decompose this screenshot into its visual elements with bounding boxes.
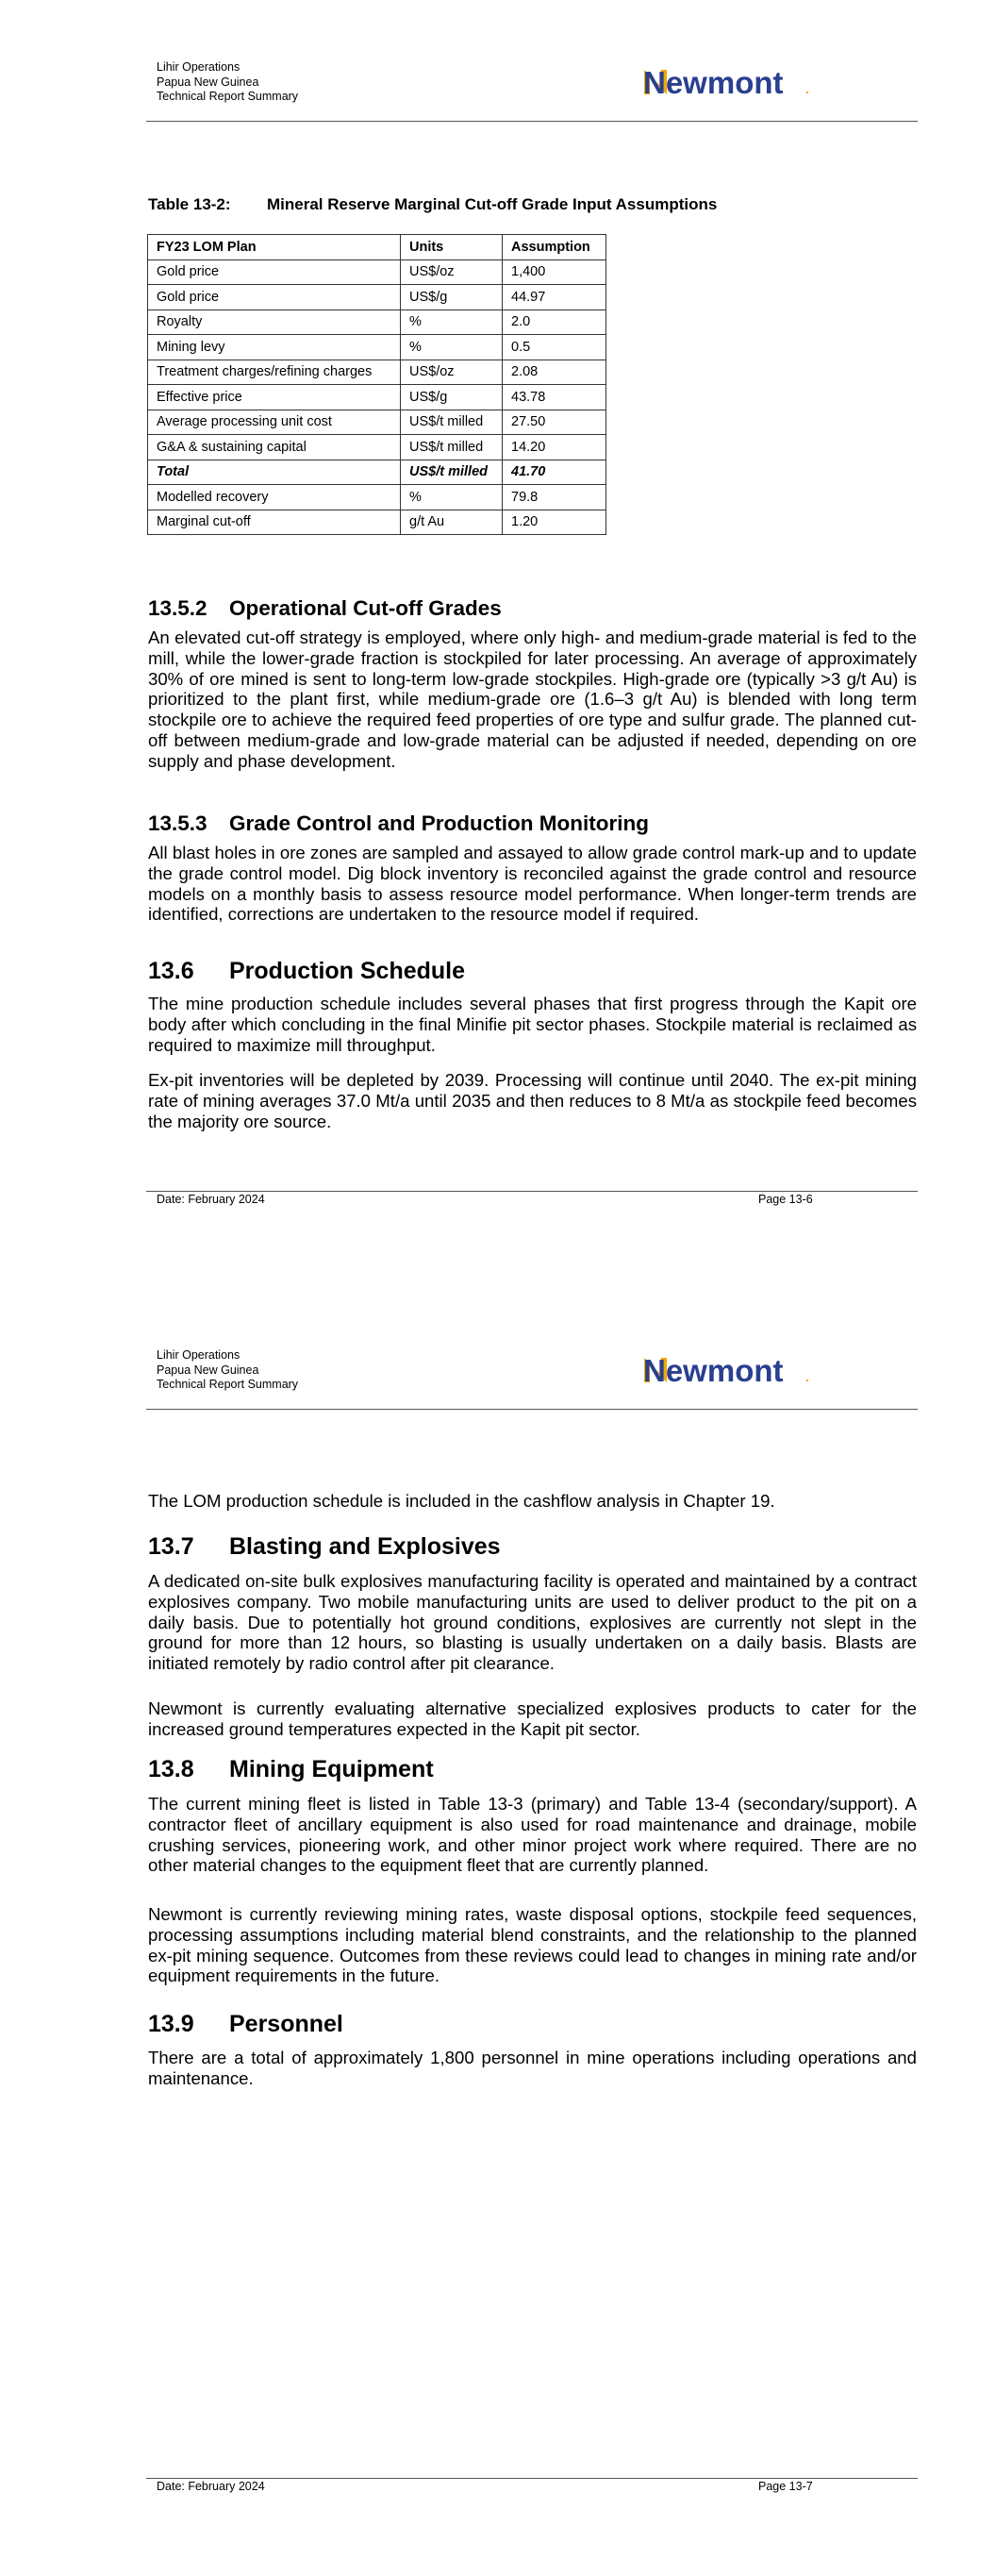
logo-dot: . (805, 81, 809, 96)
row-label: Royalty (148, 309, 401, 335)
paragraph-operational-cutoff: An elevated cut-off strategy is employed, where only high- and medium-grade material is fed to the mill, while the lower-grade fraction is stockpiled for later processing. An average of approximately 30% of ore mined is sent to long-term low-grade stockpiles. High-grade ore (typically >3 g/t Au) is prioritized to the plant first, while medium-grade ore (1.6–3 g/t Au) is blended with long term stockpile ore to achieve the required feed properties of ore type and sulfur grade. The planned cut-off between medium-grade and low-grade material can be adjusted if needed, depending on ore supply and phase development. (148, 627, 917, 771)
row-value: 27.50 (503, 410, 606, 435)
section-title: Personnel (229, 2011, 343, 2037)
table-row (148, 309, 606, 335)
footer-date: Date: February 2024 (157, 1193, 265, 1206)
paragraph-blasting-1: A dedicated on-site bulk explosives manufacturing facility is operated and maintained by a contract explosives company. Two mobile manufacturing units are used to deliver product to the pit on a daily basis. Due to potentially hot ground conditions, explosives are currently not slept in the ground for more than 12 hours, so blasting is usually undertaken on a daily basis. Blasts are initiated remotely by radio control after pit clearance. (148, 1571, 917, 1674)
paragraph-blasting-2: Newmont is currently evaluating alternative specialized explosives products to cater for the increased ground temperatures expected in the Kapit pit sector. (148, 1698, 917, 1739)
footer-page-number: Page 13-7 (758, 2480, 813, 2493)
footer-rule (146, 2478, 918, 2479)
row-label: Average processing unit cost (148, 410, 401, 435)
row-label: Mining levy (148, 335, 401, 360)
row-units: US$/t milled (401, 460, 503, 485)
row-value: 1,400 (503, 259, 606, 285)
row-value: 2.08 (503, 360, 606, 385)
row-value: 14.20 (503, 435, 606, 460)
row-label: Marginal cut-off (148, 510, 401, 535)
table-number: Table 13-2: (148, 195, 231, 213)
header-rule (146, 121, 918, 122)
row-units: US$/g (401, 285, 503, 310)
row-units: % (401, 309, 503, 335)
logo-dot: . (805, 1369, 809, 1384)
row-value: 79.8 (503, 485, 606, 510)
row-value: 1.20 (503, 510, 606, 535)
section-title: Mining Equipment (229, 1756, 434, 1782)
table-row (148, 335, 606, 360)
table-row-total (148, 460, 606, 485)
section-title: Blasting and Explosives (229, 1533, 501, 1560)
row-units: US$/t milled (401, 435, 503, 460)
paragraph-production-schedule-2: Ex-pit inventories will be depleted by 2039. Processing will continue until 2040. The ex-pit mining rate of mining averages 37.0 Mt/a until 2035 and then reduces to 8 Mt/a as stockpile feed becomes the majority ore source. (148, 1070, 917, 1131)
table-row (148, 285, 606, 310)
section-heading-13-9 (148, 2011, 343, 2038)
logo-wordmark: Newmont (643, 1353, 784, 1388)
table-row (148, 360, 606, 385)
section-number: 13.8 (148, 1756, 194, 1782)
section-number: 13.6 (148, 958, 194, 984)
row-units: g/t Au (401, 510, 503, 535)
row-units: US$/g (401, 385, 503, 410)
row-label: Treatment charges/refining charges (148, 360, 401, 385)
row-units: % (401, 335, 503, 360)
section-heading-13-8 (148, 1756, 434, 1783)
table-header-row (148, 235, 606, 260)
row-units: US$/t milled (401, 410, 503, 435)
table-row (148, 259, 606, 285)
row-value: 44.97 (503, 285, 606, 310)
section-title: Operational Cut-off Grades (229, 596, 502, 620)
row-value: 41.70 (503, 460, 606, 485)
row-value: 43.78 (503, 385, 606, 410)
paragraph-production-schedule-1: The mine production schedule includes several phases that first progress through the Kapit ore body after which concluding in the final Minifie pit sector phases. Stockpile material is reclaimed as required to maximize mill throughput. (148, 994, 917, 1055)
row-label: Effective price (148, 385, 401, 410)
section-title: Production Schedule (229, 958, 466, 984)
logo-wordmark: Newmont (643, 65, 784, 100)
section-number: 13.7 (148, 1533, 194, 1560)
section-title: Grade Control and Production Monitoring (229, 811, 649, 835)
header-line-3: Technical Report Summary (157, 90, 299, 103)
row-units: % (401, 485, 503, 510)
header-line-2: Papua New Guinea (157, 1363, 259, 1377)
row-label: G&A & sustaining capital (148, 435, 401, 460)
page-13-7 (0, 1288, 995, 2576)
section-number: 13.5.3 (148, 811, 207, 835)
paragraph-lom-intro: The LOM production schedule is included in the cashflow analysis in Chapter 19. (148, 1491, 775, 1511)
row-label: Gold price (148, 259, 401, 285)
footer-date: Date: February 2024 (157, 2480, 265, 2493)
row-units: US$/oz (401, 360, 503, 385)
header-rule (146, 1409, 918, 1410)
paragraph-equipment-2: Newmont is currently reviewing mining rates, waste disposal options, stockpile feed sequences, processing assumptions including material blend constraints, and the relationship to the planned ex-pit mining sequence. Outcomes from these reviews could lead to changes in mining rate and/or equipment requirements in the future. (148, 1904, 917, 1986)
table-row (148, 410, 606, 435)
paragraph-personnel: There are a total of approximately 1,800 personnel in mine operations including operations and maintenance. (148, 2048, 917, 2088)
table-caption (148, 195, 717, 214)
header-text (157, 1348, 298, 1393)
section-heading-13-6 (148, 958, 465, 985)
row-units: US$/oz (401, 259, 503, 285)
paragraph-equipment-1: The current mining fleet is listed in Table 13-3 (primary) and Table 13-4 (secondary/support). A contractor fleet of ancillary equipment is also used for road maintenance and drainage, mobile crushing services, pioneering work, and other minor project work where required. There are no other material changes to the equipment fleet that are currently planned. (148, 1794, 917, 1876)
footer-rule (146, 1191, 918, 1192)
table-row (148, 385, 606, 410)
table-row (148, 510, 606, 535)
row-label: Modelled recovery (148, 485, 401, 510)
section-heading-13-5-3 (148, 811, 649, 836)
section-heading-13-5-2 (148, 596, 502, 621)
header-line-1: Lihir Operations (157, 60, 240, 74)
newmont-logo (641, 1350, 830, 1388)
footer-page-number: Page 13-6 (758, 1193, 813, 1206)
col-header-units: Units (401, 235, 503, 260)
header-line-3: Technical Report Summary (157, 1378, 299, 1391)
col-header-assumption: Assumption (503, 235, 606, 260)
newmont-logo (641, 62, 830, 100)
row-label: Gold price (148, 285, 401, 310)
table-row (148, 485, 606, 510)
section-number: 13.9 (148, 2011, 194, 2037)
table-title: Mineral Reserve Marginal Cut-off Grade Input Assumptions (267, 195, 718, 213)
row-value: 2.0 (503, 309, 606, 335)
col-header-plan: FY23 LOM Plan (148, 235, 401, 260)
table-row (148, 435, 606, 460)
row-label: Total (148, 460, 401, 485)
header-line-2: Papua New Guinea (157, 75, 259, 89)
header-text (157, 60, 298, 105)
paragraph-grade-control: All blast holes in ore zones are sampled and assayed to allow grade control mark-up and to update the grade control model. Dig block inventory is reconciled against the grade control and resource models on a monthly basis to assess resource model performance. When longer-term trends are identified, corrections are undertaken to the resource model if required. (148, 843, 917, 925)
section-heading-13-7 (148, 1533, 501, 1561)
header-line-1: Lihir Operations (157, 1348, 240, 1362)
section-number: 13.5.2 (148, 596, 207, 620)
row-value: 0.5 (503, 335, 606, 360)
cutoff-grade-table (147, 234, 606, 535)
